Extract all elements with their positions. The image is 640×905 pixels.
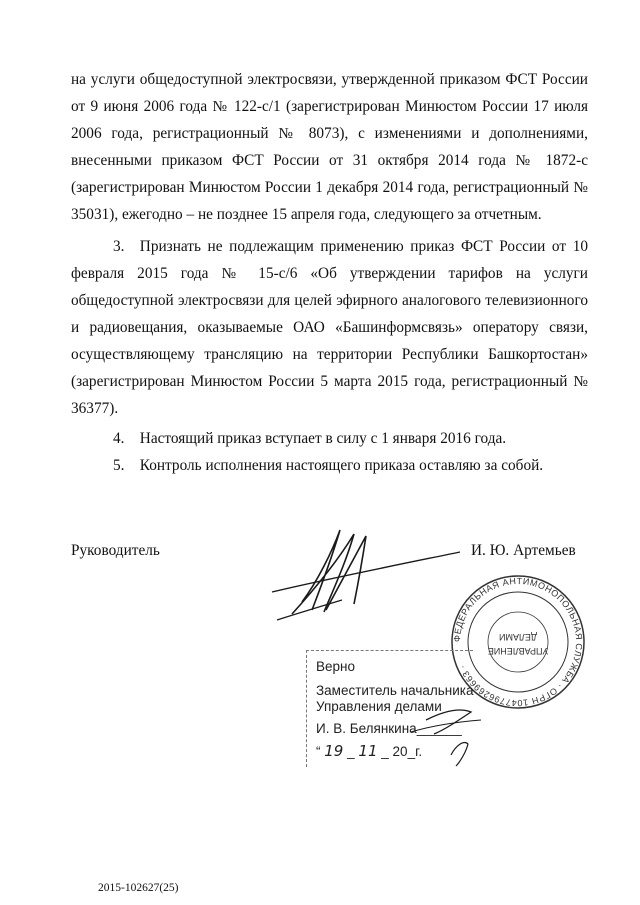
date-open-quote: “ (316, 744, 321, 759)
date-month: 11 (358, 742, 378, 760)
svg-text:ФЕДЕРАЛЬНАЯ АНТИМОНОПОЛЬНАЯ СЛ: ФЕДЕРАЛЬНАЯ АНТИМОНОПОЛЬНАЯ СЛУЖБА · ОГРН 1047796269663 · (451, 575, 585, 709)
paragraph-item-3: 3. Признать не подлежащим применению приказ ФСТ России от 10 февраля 2015 года № 15-с/6 «Об утверждении тарифов на услуги общедоступной электросвязи для целей эфирного аналогового телевизионного и радиовещания, оказываемые ОАО «Башинформсвязь» оператору связи, осуществляющему трансляцию на территории Республики Башкортостан» (зарегистрирован Минюстом России 5 марта 2015 года, регистрационный № 36377). (71, 238, 588, 417)
paragraph-item-4: 4. Настоящий приказ вступает в силу с 1 января 2016 года. (113, 430, 507, 447)
document-code: 2015-102627(25) (98, 882, 179, 894)
paragraph-item-5: 5. Контроль исполнения настоящего приказа оставляю за собой. (113, 457, 544, 474)
date-year-prefix: 20 (392, 744, 408, 759)
signatory-name: И. Ю. Артемьев (471, 542, 576, 559)
date-day: 19 (324, 742, 344, 760)
date-separator: _ (347, 744, 355, 759)
certify-signature-flourish (306, 700, 486, 770)
date-year-suffix: г. (415, 744, 423, 759)
svg-text:ДЕЛАМИ: ДЕЛАМИ (499, 632, 537, 642)
svg-text:УПРАВЛЕНИЕ: УПРАВЛЕНИЕ (487, 646, 549, 656)
certify-position-line1: Заместитель начальника (316, 683, 474, 698)
certify-name-line: ______ (416, 721, 462, 736)
date-year-gap: _ (407, 744, 416, 759)
certify-position-line2: Управления делами (316, 699, 442, 714)
paragraph-continuation: на услуги общедоступной электросвязи, утвержденной приказом ФСТ России от 9 июня 2006 года № 122-с/1 (зарегистрирован Минюстом России 17 июля 2006 года, регистрационный № 8073), с изменениями и дополнениями, внесенными приказом ФСТ России от 31 октября 2014 года № 1872-с (зарегистрирован Минюстом России 1 декабря 2014 года, регистрационный № 35031), ежегодно – не позднее 15 апреля года, следующего за отчетным. (71, 71, 588, 223)
signatory-title: Руководитель (71, 542, 160, 559)
certify-name-text: И. В. Белянкина (316, 721, 417, 736)
handwritten-signature (262, 522, 462, 622)
date-gap: _ (381, 744, 389, 759)
certify-verified: Верно (316, 659, 355, 674)
